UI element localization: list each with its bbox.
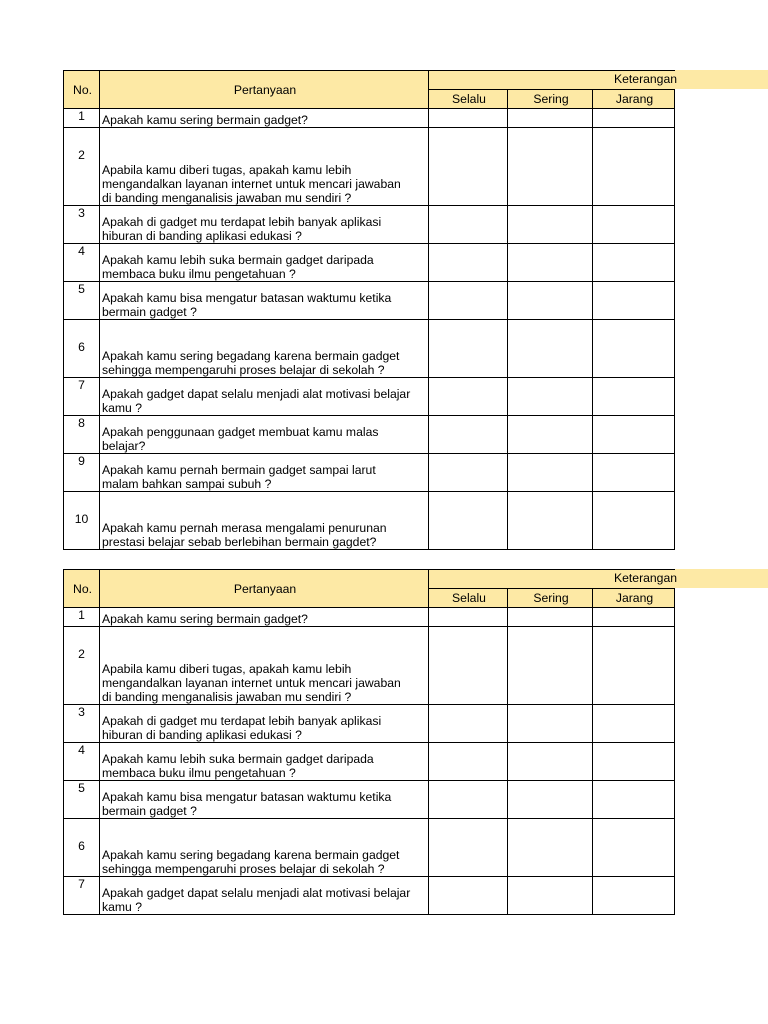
header-no: No. <box>64 71 100 109</box>
answer-cell-jarang[interactable] <box>593 743 675 781</box>
answer-cell-sering[interactable] <box>508 705 593 743</box>
question-text <box>100 877 429 915</box>
answer-cell-sering[interactable] <box>508 627 593 705</box>
question-line: Apabila kamu diberi tugas, apakah kamu lebih <box>102 662 352 676</box>
answer-cell-selalu[interactable] <box>429 282 508 320</box>
header-option-selalu: Selalu <box>429 589 508 608</box>
row-number: 6 <box>64 819 100 877</box>
answer-cell-sering[interactable] <box>508 492 593 550</box>
question-line: Apakah kamu sering bermain gadget? <box>102 612 308 626</box>
row-number: 1 <box>64 608 100 627</box>
answer-cell-jarang[interactable] <box>593 378 675 416</box>
header-question: Pertanyaan <box>100 71 429 109</box>
keterangan-label: Keterangan <box>614 571 678 585</box>
question-line: Apakah di gadget mu terdapat lebih banyak aplikasi <box>102 215 382 229</box>
answer-cell-jarang[interactable] <box>593 608 675 627</box>
answer-cell-jarang[interactable] <box>593 206 675 244</box>
table-row <box>64 206 675 244</box>
table-row <box>64 378 675 416</box>
table-2 <box>63 569 678 915</box>
question-line: malam bahkan sampai subuh ? <box>102 477 272 491</box>
row-number: 7 <box>64 378 100 416</box>
answer-cell-selalu[interactable] <box>429 454 508 492</box>
question-text <box>100 320 429 378</box>
answer-cell-selalu[interactable] <box>429 492 508 550</box>
table-row <box>64 492 675 550</box>
answer-cell-jarang[interactable] <box>593 454 675 492</box>
table-row <box>64 244 675 282</box>
question-line: mengandalkan layanan internet untuk mencari jawaban <box>102 177 401 191</box>
question-line: prestasi belajar sebab berlebihan bermain gagdet? <box>102 535 377 549</box>
row-number: 9 <box>64 454 100 492</box>
table-row <box>64 627 675 705</box>
question-text <box>100 705 429 743</box>
table-1-body <box>64 109 675 550</box>
question-text <box>100 282 429 320</box>
question-line: Apakah kamu bisa mengatur batasan waktumu ketika <box>102 291 392 305</box>
table-row <box>64 705 675 743</box>
header-option-jarang: Jarang <box>593 90 675 109</box>
question-line: Apakah kamu sering begadang karena bermain gadget <box>102 848 400 862</box>
answer-cell-jarang[interactable] <box>593 128 675 206</box>
answer-cell-sering[interactable] <box>508 416 593 454</box>
answer-cell-sering[interactable] <box>508 608 593 627</box>
answer-cell-selalu[interactable] <box>429 877 508 915</box>
answer-cell-sering[interactable] <box>508 743 593 781</box>
question-text <box>100 454 429 492</box>
question-line: Apakah penggunaan gadget membuat kamu malas <box>102 425 379 439</box>
header-option-selalu: Selalu <box>429 90 508 109</box>
answer-cell-selalu[interactable] <box>429 781 508 819</box>
question-line: Apakah di gadget mu terdapat lebih banyak aplikasi <box>102 714 382 728</box>
question-line: membaca buku ilmu pengetahuan ? <box>102 267 296 281</box>
question-text <box>100 781 429 819</box>
table-row <box>64 109 675 128</box>
answer-cell-jarang[interactable] <box>593 877 675 915</box>
answer-cell-jarang[interactable] <box>593 109 675 128</box>
question-line: membaca buku ilmu pengetahuan ? <box>102 766 296 780</box>
row-number: 5 <box>64 282 100 320</box>
question-text <box>100 416 429 454</box>
question-line: mengandalkan layanan internet untuk mencari jawaban <box>102 676 401 690</box>
answer-cell-sering[interactable] <box>508 206 593 244</box>
answer-cell-sering[interactable] <box>508 109 593 128</box>
row-number: 4 <box>64 244 100 282</box>
answer-cell-jarang[interactable] <box>593 705 675 743</box>
header-question: Pertanyaan <box>100 570 429 608</box>
question-line: di banding menganalisis jawaban mu sendiri ? <box>102 191 352 205</box>
answer-cell-selalu[interactable] <box>429 128 508 206</box>
table-row <box>64 282 675 320</box>
row-number: 5 <box>64 781 100 819</box>
answer-cell-jarang[interactable] <box>593 416 675 454</box>
question-line: Apakah kamu pernah merasa mengalami penurunan <box>102 521 387 535</box>
answer-cell-sering[interactable] <box>508 819 593 877</box>
header-fill-overflow <box>673 569 768 588</box>
row-number: 1 <box>64 109 100 128</box>
table-row <box>64 320 675 378</box>
answer-cell-sering[interactable] <box>508 320 593 378</box>
answer-cell-selalu[interactable] <box>429 627 508 705</box>
question-text <box>100 819 429 877</box>
answer-cell-selalu[interactable] <box>429 206 508 244</box>
table-row <box>64 877 675 915</box>
row-number: 3 <box>64 705 100 743</box>
question-line: Apakah kamu sering begadang karena bermain gadget <box>102 349 400 363</box>
table-2-body <box>64 608 675 915</box>
table-row <box>64 608 675 627</box>
answer-cell-selalu[interactable] <box>429 705 508 743</box>
answer-cell-selalu[interactable] <box>429 608 508 627</box>
question-line: hiburan di banding aplikasi edukasi ? <box>102 728 302 742</box>
row-number: 10 <box>64 492 100 550</box>
header-option-sering: Sering <box>508 589 593 608</box>
header-no: No. <box>64 570 100 608</box>
question-line: Apakah gadget dapat selalu menjadi alat motivasi belajar <box>102 387 411 401</box>
answer-cell-sering[interactable] <box>508 781 593 819</box>
answer-cell-selalu[interactable] <box>429 378 508 416</box>
answer-cell-jarang[interactable] <box>593 282 675 320</box>
question-line: kamu ? <box>102 401 142 415</box>
answer-cell-selalu[interactable] <box>429 819 508 877</box>
row-number: 4 <box>64 743 100 781</box>
table-row <box>64 128 675 206</box>
answer-cell-selalu[interactable] <box>429 109 508 128</box>
header-option-sering: Sering <box>508 90 593 109</box>
question-line: Apakah kamu lebih suka bermain gadget daripada <box>102 253 374 267</box>
question-text <box>100 244 429 282</box>
row-number: 8 <box>64 416 100 454</box>
header-option-jarang: Jarang <box>593 589 675 608</box>
question-line: bermain gadget ? <box>102 804 197 818</box>
question-text <box>100 608 429 627</box>
question-line: sehingga mempengaruhi proses belajar di sekolah ? <box>102 363 385 377</box>
question-text <box>100 128 429 206</box>
question-text <box>100 109 429 128</box>
row-number: 7 <box>64 877 100 915</box>
question-line: Apakah kamu lebih suka bermain gadget daripada <box>102 752 374 766</box>
answer-cell-jarang[interactable] <box>593 819 675 877</box>
answer-cell-sering[interactable] <box>508 244 593 282</box>
answer-cell-jarang[interactable] <box>593 320 675 378</box>
answer-cell-selalu[interactable] <box>429 416 508 454</box>
row-number: 3 <box>64 206 100 244</box>
answer-cell-sering[interactable] <box>508 128 593 206</box>
answer-cell-jarang[interactable] <box>593 781 675 819</box>
keterangan-label: Keterangan <box>614 72 678 86</box>
answer-cell-jarang[interactable] <box>593 627 675 705</box>
answer-cell-sering[interactable] <box>508 454 593 492</box>
answer-cell-sering[interactable] <box>508 378 593 416</box>
question-text <box>100 743 429 781</box>
row-number: 6 <box>64 320 100 378</box>
table-row <box>64 743 675 781</box>
question-line: Apakah kamu bisa mengatur batasan waktumu ketika <box>102 790 392 804</box>
question-line: Apakah gadget dapat selalu menjadi alat motivasi belajar <box>102 886 411 900</box>
question-text <box>100 627 429 705</box>
question-line: Apakah kamu sering bermain gadget? <box>102 113 308 127</box>
questionnaire-table-1 <box>63 70 678 550</box>
questionnaire-table-2 <box>63 569 678 915</box>
answer-cell-selalu[interactable] <box>429 743 508 781</box>
answer-cell-selalu[interactable] <box>429 320 508 378</box>
header-fill-overflow <box>673 70 768 89</box>
table-1 <box>63 70 678 550</box>
table-row <box>64 454 675 492</box>
question-line: bermain gadget ? <box>102 305 197 319</box>
table-row <box>64 819 675 877</box>
question-text <box>100 492 429 550</box>
question-line: kamu ? <box>102 900 142 914</box>
row-number: 2 <box>64 128 100 206</box>
table-row <box>64 781 675 819</box>
question-line: Apakah kamu pernah bermain gadget sampai larut <box>102 463 376 477</box>
question-line: Apabila kamu diberi tugas, apakah kamu lebih <box>102 163 352 177</box>
question-text <box>100 206 429 244</box>
answer-cell-jarang[interactable] <box>593 492 675 550</box>
answer-cell-sering[interactable] <box>508 877 593 915</box>
table-row <box>64 416 675 454</box>
question-text <box>100 378 429 416</box>
question-line: di banding menganalisis jawaban mu sendiri ? <box>102 690 352 704</box>
answer-cell-sering[interactable] <box>508 282 593 320</box>
row-number: 2 <box>64 627 100 705</box>
answer-cell-jarang[interactable] <box>593 244 675 282</box>
question-line: hiburan di banding aplikasi edukasi ? <box>102 229 302 243</box>
question-line: belajar? <box>102 439 146 453</box>
question-line: sehingga mempengaruhi proses belajar di sekolah ? <box>102 862 385 876</box>
answer-cell-selalu[interactable] <box>429 244 508 282</box>
